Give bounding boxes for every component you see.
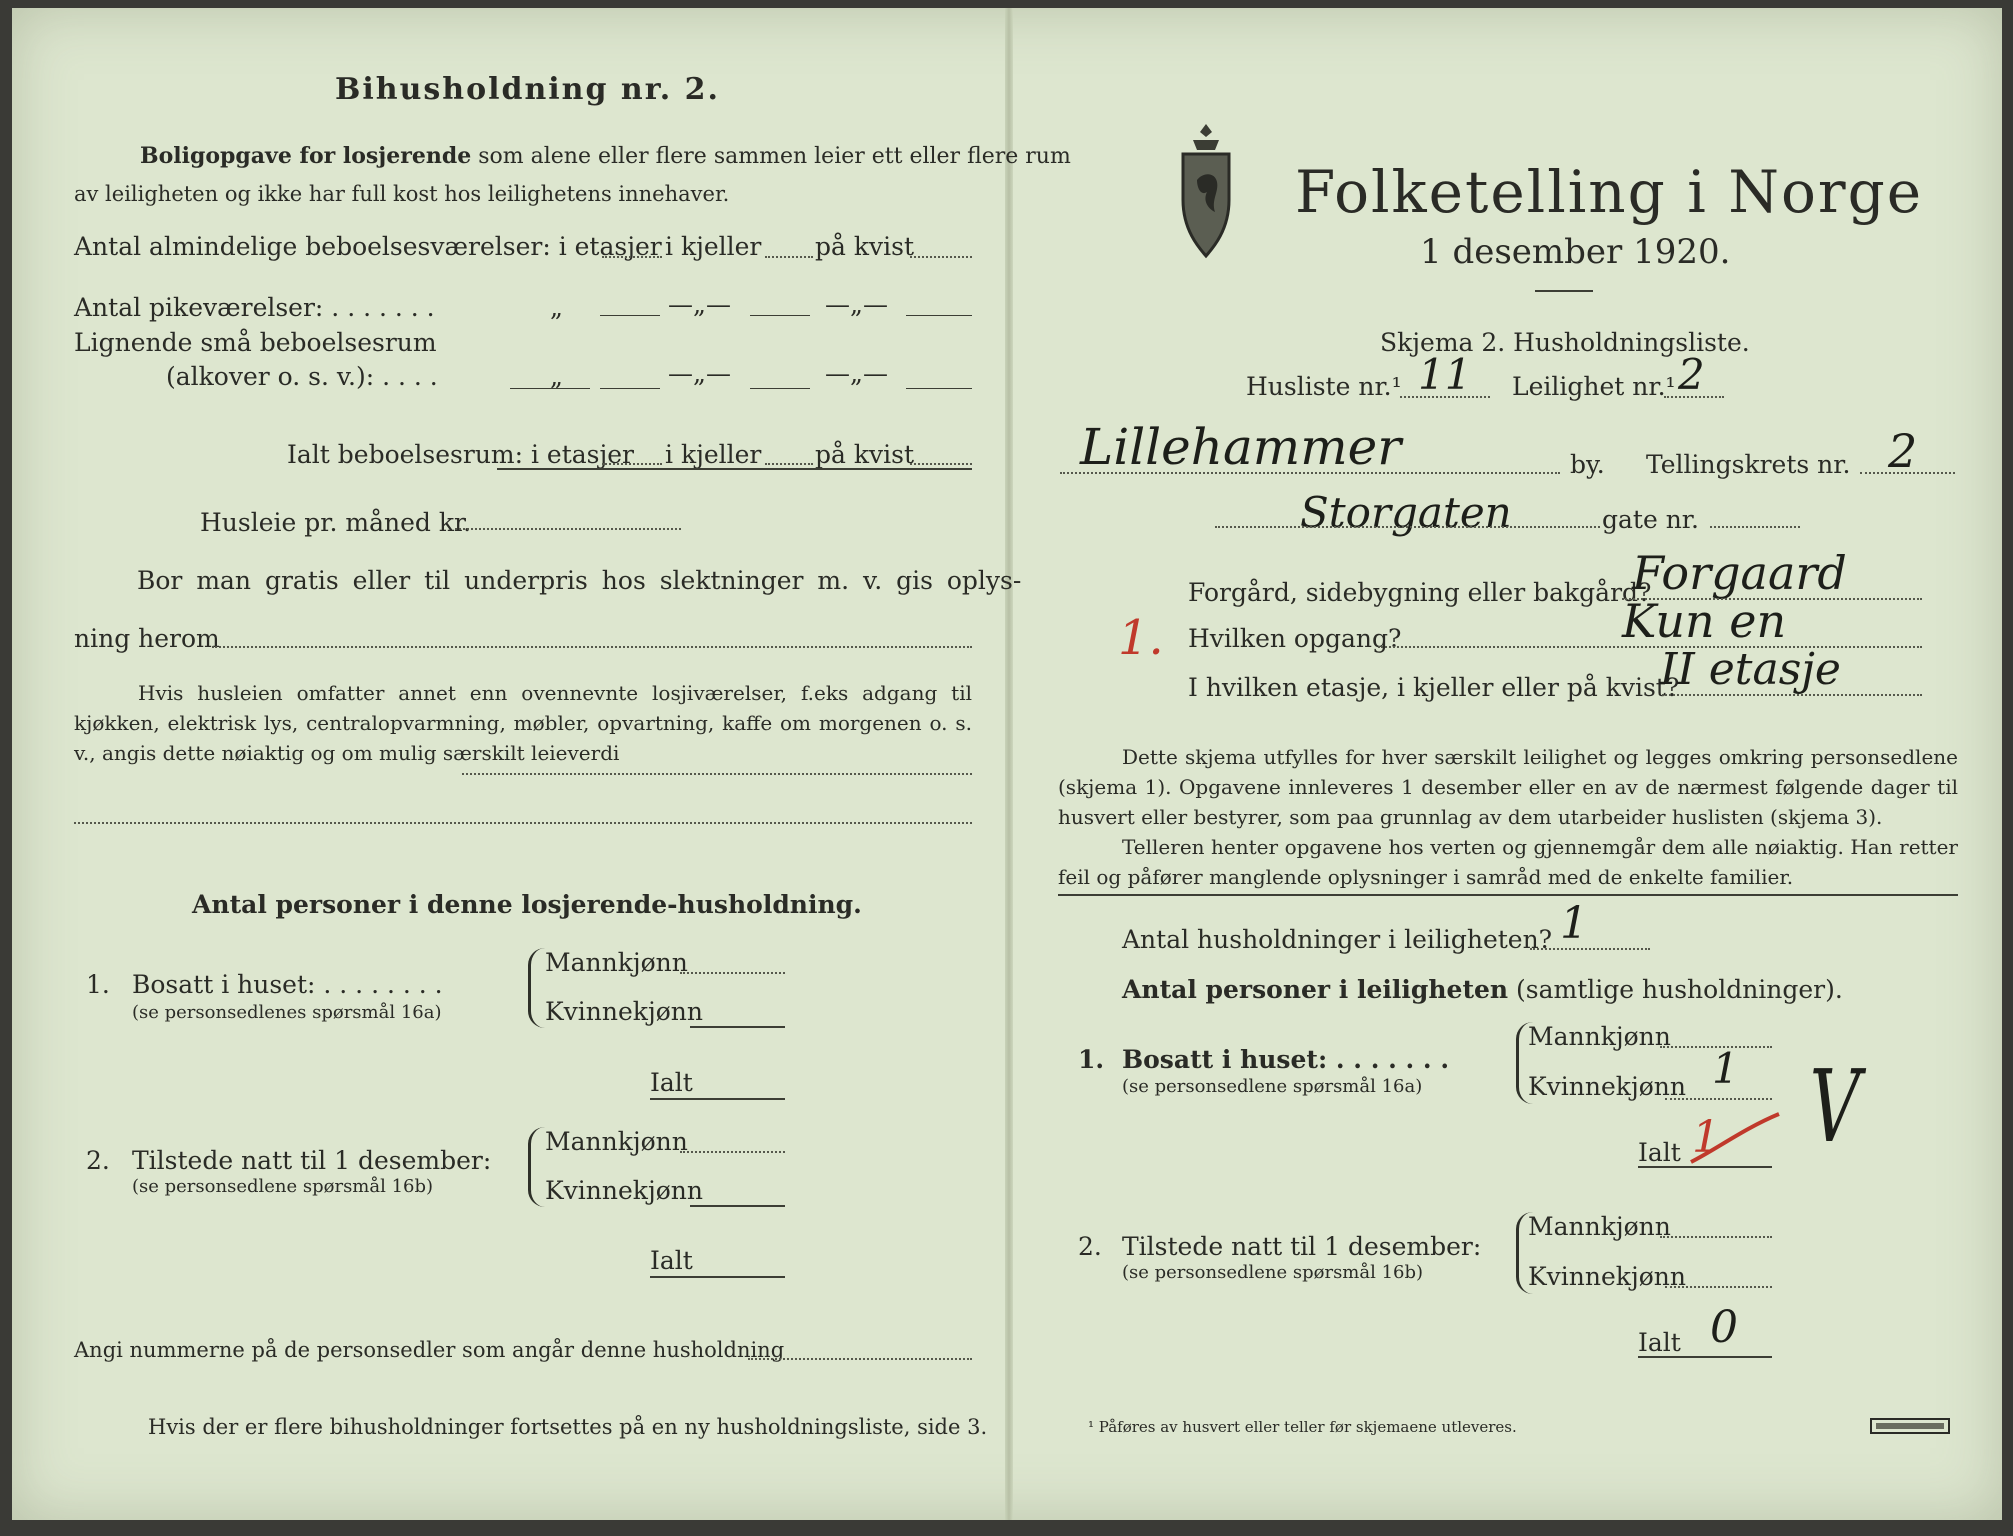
lign-pre-field[interactable] <box>510 388 590 389</box>
right-q1-kvinne-value[interactable]: 1 <box>1712 1044 1739 1093</box>
forgard-value[interactable]: Forgaard <box>1632 546 1847 600</box>
right-q1-sub: (se personsedlene spørsmål 16a) <box>1122 1076 1423 1097</box>
antal-pers-line <box>1122 975 1843 1004</box>
lign-kvist-field[interactable] <box>906 388 972 389</box>
right-q2-ialt-value[interactable]: 0 <box>1710 1302 1738 1353</box>
ning-herom-field[interactable] <box>212 646 972 648</box>
left-q2-kvinne: Kvinnekjønn <box>545 1176 703 1205</box>
intro-bold: Boligopgave for losjerende <box>140 143 472 169</box>
right-q1-num: 1. <box>1078 1045 1105 1074</box>
right-q2-mann: Mannkjønn <box>1528 1212 1671 1241</box>
etasjer-field[interactable] <box>602 256 662 258</box>
antal-beboelse-label: Antal almindelige beboelsesværelser: i etasjer <box>74 232 662 261</box>
left-q1-kvinne-field[interactable] <box>690 1026 785 1028</box>
skjema-label: Skjema 2. Husholdningsliste. <box>1380 328 1750 357</box>
right-q2-kvinne: Kvinnekjønn <box>1528 1262 1686 1291</box>
antal-pers-bold: Antal personer i leiligheten <box>1122 975 1509 1004</box>
etasje-field <box>1662 694 1922 696</box>
city-value[interactable]: Lillehammer <box>1080 418 1402 476</box>
antal-hush-field <box>1530 948 1650 950</box>
city-field <box>1060 472 1560 474</box>
left-q2-num: 2. <box>86 1146 110 1175</box>
opgang-value[interactable]: Kun en <box>1622 594 1787 648</box>
opgang-label: Hvilken opgang? <box>1188 624 1402 653</box>
left-q2-label: Tilstede natt til 1 desember: <box>132 1146 492 1175</box>
left-q1-kvinne: Kvinnekjønn <box>545 997 703 1026</box>
tellingskrets-value[interactable]: 2 <box>1888 424 1918 478</box>
check-mark: V <box>1800 1048 1869 1165</box>
street-field <box>1215 526 1600 528</box>
left-q2-mann: Mannkjønn <box>545 1127 688 1156</box>
intro-line2: av leiligheten og ikke har full kost hos leilighetens innehaver. <box>74 182 730 206</box>
hvis-husleien-text: Hvis husleien omfatter annet enn ovennevnte losjiværelser, f.eks adgang til kjøkken, elektrisk lys, centralopvarmning, møbler, opvartning, kaffe om morgenen o. s. v., angis dette nøiaktig og om mulig særskilt leieverdi <box>74 681 972 765</box>
left-q1-ialt: Ialt <box>650 1068 693 1097</box>
hvis-flere-text: Hvis der er flere bihusholdninger fortsettes på en ny husholdningsliste, side 3. <box>148 1415 988 1439</box>
leilighet-value[interactable]: 2 <box>1678 350 1705 399</box>
kjeller-field[interactable] <box>765 256 813 258</box>
lign-etasjer-field[interactable] <box>600 388 660 389</box>
husliste-label: Husliste nr.¹ <box>1246 372 1402 401</box>
pike-label: Antal pikeværelser: . . . . . . . <box>74 293 435 322</box>
etasje-value[interactable]: II etasje <box>1660 644 1841 695</box>
left-q1-label: Bosatt i huset: . . . . . . . . <box>132 970 443 999</box>
info-paragraph-1: Dette skjema utfylles for hver særskilt leilighet og legges omkring personsedlene (skjema 1). Opgavene innleveres 1 desember eller en av de nærmest følgende dager til husvert eller bestyrer, som paa grunnlag av dem utarbeider huslisten (skjema 3). <box>1058 745 1958 829</box>
left-q2-ialt-field[interactable] <box>650 1276 785 1278</box>
right-q2-ialt-field <box>1638 1356 1772 1358</box>
pike-etasjer-field[interactable] <box>600 315 660 316</box>
intro-line1 <box>140 143 1071 169</box>
leilighet-field <box>1664 396 1724 398</box>
form-date: 1 desember 1920. <box>1420 232 1731 272</box>
bor-man-text: Bor man gratis eller til underpris hos slektninger m. v. gis oplys- <box>137 566 1022 595</box>
right-q1-kvinne-field <box>1665 1098 1772 1100</box>
left-antal-personer-heading: Antal personer i denne losjerende-husholdning. <box>192 890 862 919</box>
intro-rest: som alene eller flere sammen leier ett eller flere rum <box>478 144 1071 169</box>
right-q1-kvinne: Kvinnekjønn <box>1528 1072 1686 1101</box>
coat-of-arms-icon <box>1175 120 1237 268</box>
forgard-label: Forgård, sidebygning eller bakgård? <box>1188 578 1652 607</box>
lignende-label2: (alkover o. s. v.): . . . . <box>166 362 438 391</box>
antal-hush-label: Antal husholdninger i leiligheten? <box>1122 925 1553 954</box>
etasje-label: I hvilken etasje, i kjeller eller på kvist? <box>1188 673 1680 702</box>
right-q2-sub: (se personsedlene spørsmål 16b) <box>1122 1262 1424 1283</box>
by-label: by. <box>1570 450 1605 479</box>
pike-kjeller-field[interactable] <box>750 315 810 316</box>
leieverdi-field[interactable] <box>462 773 972 775</box>
right-q1-label: Bosatt i huset: . . . . . . . <box>1122 1045 1450 1074</box>
leieverdi-field-2[interactable] <box>74 822 972 824</box>
footnote: ¹ Påføres av husvert eller teller før skjemaene utleveres. <box>1088 1418 1517 1436</box>
left-q1-sub: (se personsedlenes spørsmål 16a) <box>132 1002 442 1023</box>
husliste-field <box>1400 396 1490 398</box>
antal-hush-value[interactable]: 1 <box>1560 898 1588 949</box>
title-rule <box>1535 290 1593 292</box>
pike-dash1: —„— <box>668 290 731 319</box>
street-value[interactable]: Storgaten <box>1300 488 1512 537</box>
tellingskrets-label: Tellingskrets nr. <box>1646 450 1851 479</box>
husliste-value[interactable]: 11 <box>1418 350 1472 399</box>
lignende-label1: Lignende små beboelsesrum <box>74 328 437 357</box>
right-q2-num: 2. <box>1078 1232 1102 1261</box>
antal-pers-rest: (samtlige husholdninger). <box>1516 975 1843 1004</box>
pike-dash2: —„— <box>825 290 888 319</box>
kvist-field[interactable] <box>910 256 972 258</box>
right-q1-ialt: Ialt <box>1638 1138 1681 1167</box>
right-q2-kvinne-field[interactable] <box>1665 1286 1772 1288</box>
right-q1-mann: Mannkjønn <box>1528 1022 1671 1051</box>
lign-kjeller-field[interactable] <box>750 388 810 389</box>
ialt-kvist-label: på kvist <box>815 440 914 469</box>
gate-nr-field[interactable] <box>1710 526 1800 528</box>
left-q1-ialt-field[interactable] <box>650 1098 785 1100</box>
left-q2-kvinne-field[interactable] <box>690 1205 785 1207</box>
lign-dash2: —„— <box>825 359 888 388</box>
lign-dash1: —„— <box>668 359 731 388</box>
left-heading: Bihusholdning nr. 2. <box>335 72 720 107</box>
left-q2-brace <box>528 1127 545 1207</box>
ialt-kjeller-label: i kjeller <box>665 440 762 469</box>
husleie-field[interactable] <box>455 528 681 530</box>
right-q2-mann-field[interactable] <box>1660 1236 1772 1238</box>
right-q2-ialt: Ialt <box>1638 1328 1681 1357</box>
ialt-underline <box>497 468 972 470</box>
page-fold <box>1005 8 1013 1520</box>
printer-stamp-icon <box>1870 1418 1950 1434</box>
right-q1-ialt-value[interactable]: 1 <box>1692 1112 1720 1163</box>
husleie-label: Husleie pr. måned kr. <box>200 508 472 537</box>
tellingskrets-field <box>1860 472 1955 474</box>
form-title: Folketelling i Norge <box>1295 158 1924 226</box>
angi-text: Angi nummerne på de personsedler som angår denne husholdning <box>74 1338 785 1362</box>
right-q2-label: Tilstede natt til 1 desember: <box>1122 1232 1482 1261</box>
left-q2-ialt: Ialt <box>650 1246 693 1275</box>
left-q2-mann-field[interactable] <box>680 1151 785 1153</box>
pike-kvist-field[interactable] <box>906 315 972 316</box>
info-paragraph-2: Telleren henter opgavene hos verten og gjennemgår dem alle nøiaktig. Han retter feil og påfører manglende oplysninger i samråd med de enkelte familier. <box>1058 835 1958 889</box>
kvist-label: på kvist <box>815 232 914 261</box>
left-q1-mann-field[interactable] <box>680 972 785 974</box>
gate-label: gate nr. <box>1602 505 1699 534</box>
left-q1-brace <box>528 948 545 1028</box>
ialt-etasjer-field[interactable] <box>602 463 662 465</box>
angi-field[interactable] <box>748 1358 972 1360</box>
pike-quote: „ <box>550 293 563 322</box>
red-margin-mark: 1. <box>1118 610 1164 666</box>
lign-quote: „ <box>550 362 563 391</box>
ning-herom-label: ning herom <box>74 624 220 653</box>
ialt-kvist-field[interactable] <box>910 463 972 465</box>
info-rule <box>1058 894 1958 896</box>
kjeller-label: i kjeller <box>665 232 762 261</box>
leilighet-label: Leilighet nr.¹ <box>1512 372 1676 401</box>
red-strike-icon <box>1685 1110 1785 1170</box>
ialt-beboelse-label: Ialt beboelsesrum: i etasjer <box>287 440 635 469</box>
ialt-kjeller-field[interactable] <box>765 463 813 465</box>
left-q1-mann: Mannkjønn <box>545 948 688 977</box>
left-q2-sub: (se personsedlene spørsmål 16b) <box>132 1176 434 1197</box>
left-q1-num: 1. <box>86 970 110 999</box>
